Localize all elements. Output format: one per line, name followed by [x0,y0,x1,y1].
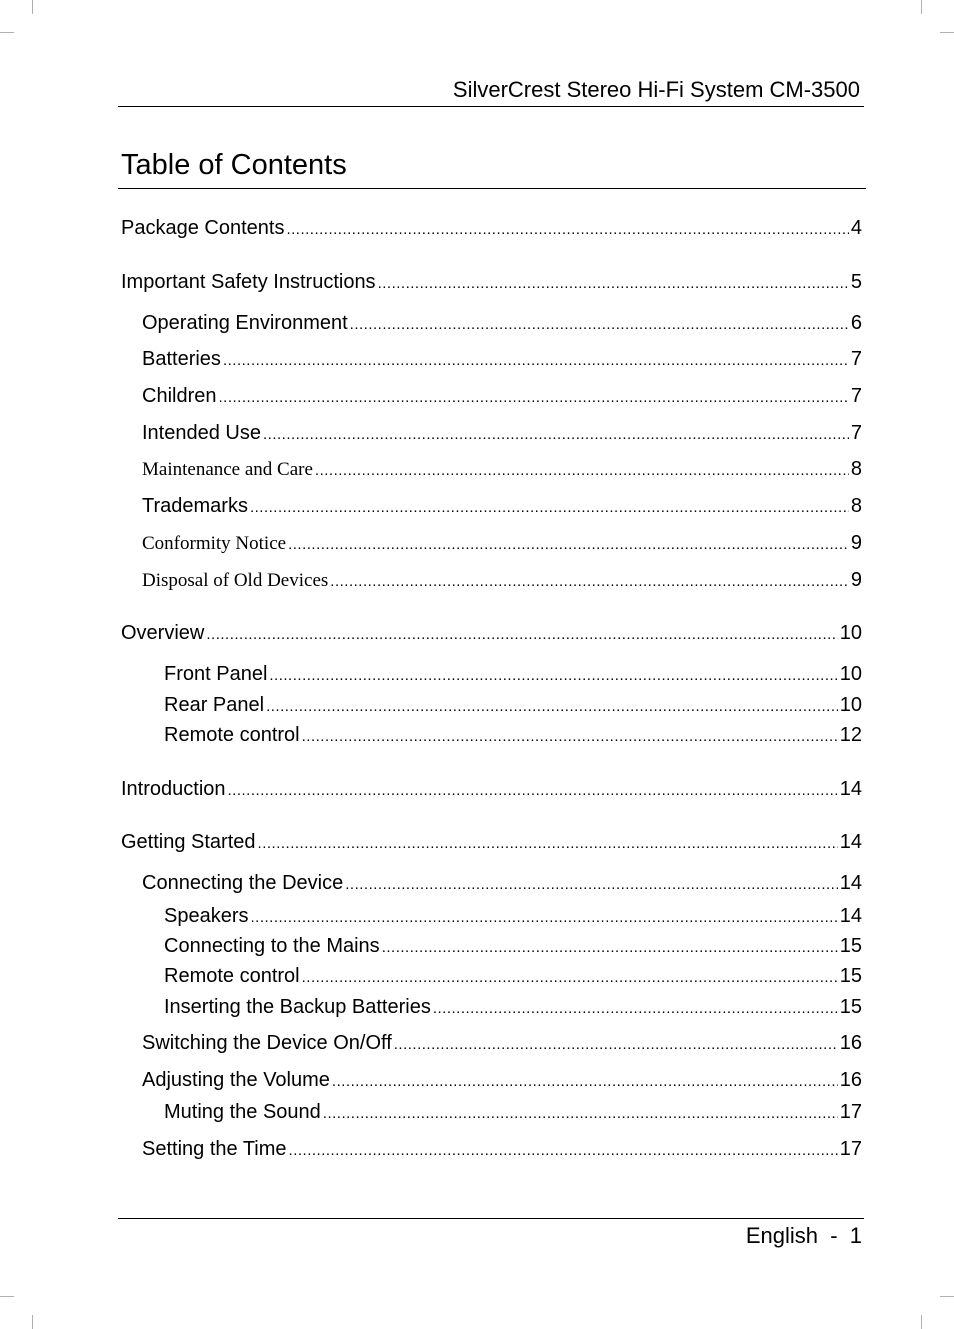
toc-entry[interactable] [121,621,862,647]
dot-leader [302,966,838,990]
toc-entry-label: Remote control [164,724,300,746]
toc-entry-page: 7 [850,422,862,444]
crop-mark [940,32,954,33]
toc-entry-label: Muting the Sound [164,1101,321,1123]
toc-entry-page: 8 [850,458,862,480]
toc-entry-page: 10 [839,663,862,685]
toc-entry-label: Adjusting the Volume [142,1069,330,1091]
toc-entry[interactable] [164,904,862,930]
dot-leader [332,1070,838,1094]
toc-entry-page: 16 [839,1069,862,1091]
toc-entry-label: Inserting the Backup Batteries [164,996,431,1018]
dot-leader [302,725,838,749]
toc-entry[interactable] [164,934,862,960]
toc-entry-label: Rear Panel [164,694,265,716]
dot-leader [250,496,849,520]
dot-leader [330,570,849,594]
toc-entry[interactable] [142,1068,862,1094]
dot-leader [289,1139,838,1163]
toc-entry-label: Introduction [121,778,226,800]
toc-entry-page: 14 [839,872,862,894]
toc-entry-label: Setting the Time [142,1138,287,1160]
toc-entry-label: Connecting to the Mains [164,935,380,957]
page-title: Table of Contents [121,149,347,181]
toc-entry[interactable] [142,347,862,373]
toc-entry-page: 6 [850,312,862,334]
heading-rule [118,188,866,189]
crop-mark [0,1296,14,1297]
dot-leader [258,832,838,856]
dot-leader [269,664,837,688]
dot-leader [288,533,849,557]
page-number: English - 1 [745,1223,862,1248]
dot-leader [394,1033,838,1057]
dot-leader [218,386,848,410]
toc-entry-label: Conformity Notice [142,533,287,554]
toc-entry-page: 9 [850,532,862,554]
dot-leader [433,997,838,1021]
toc-entry-page: 16 [839,1032,862,1054]
toc-entry[interactable] [142,421,862,447]
crop-mark [921,0,922,14]
crop-mark [32,1315,33,1329]
toc-entry[interactable] [142,494,862,520]
toc-entry-label: Children [142,385,217,407]
toc-entry[interactable] [142,1031,862,1057]
crop-mark [940,1296,954,1297]
toc-entry-page: 10 [839,694,862,716]
toc-entry-label: Disposal of Old Devices [142,570,329,591]
toc-entry-label: Getting Started [121,831,256,853]
toc-entry[interactable] [121,270,862,296]
toc-entry-page: 15 [839,935,862,957]
toc-entry-page: 10 [839,622,862,644]
dot-leader [206,623,837,647]
toc-entry[interactable] [142,384,862,410]
toc-entry-label: Speakers [164,905,249,927]
toc-entry-page: 5 [850,271,862,293]
toc-entry-label: Overview [121,622,205,644]
toc-entry[interactable] [142,311,862,337]
toc-entry-label: Switching the Device On/Off [142,1032,392,1054]
dot-leader [315,459,849,483]
dot-leader [228,779,838,803]
header-rule [118,106,864,107]
crop-mark [0,32,14,33]
toc-entry-page: 12 [839,724,862,746]
toc-entry-label: Operating Environment [142,312,348,334]
toc-entry-page: 7 [850,348,862,370]
dot-leader [382,936,838,960]
dot-leader [286,218,848,242]
toc-entry[interactable] [164,1100,862,1126]
running-header: SilverCrest Stereo Hi-Fi System CM-3500 [452,77,860,102]
toc-entry-page: 17 [839,1101,862,1123]
toc-entry-page: 4 [850,217,862,239]
toc-entry-label: Batteries [142,348,221,370]
dot-leader [223,349,849,373]
toc-entry[interactable] [164,693,862,719]
dot-leader [266,695,838,719]
toc-entry-page: 14 [839,905,862,927]
toc-entry-page: 15 [839,996,862,1018]
toc-entry-label: Maintenance and Care [142,459,313,480]
footer-rule [118,1218,864,1219]
dot-leader [323,1102,838,1126]
toc-entry-label: Package Contents [121,217,285,239]
toc-entry-label: Remote control [164,965,300,987]
toc-entry-label: Front Panel [164,663,268,685]
toc-entry[interactable] [142,457,862,483]
toc-entry[interactable] [164,964,862,990]
toc-entry-page: 14 [839,831,862,853]
crop-mark [32,0,33,14]
dot-leader [378,272,849,296]
toc-entry[interactable] [121,777,862,803]
dot-leader [251,906,838,930]
toc-entry[interactable] [142,568,862,594]
dot-leader [350,313,849,337]
dot-leader [345,873,838,897]
toc-entry-label: Intended Use [142,422,261,444]
toc-entry[interactable] [121,216,862,242]
toc-entry-label: Important Safety Instructions [121,271,376,293]
toc-entry-page: 8 [850,495,862,517]
toc-entry[interactable] [164,995,862,1021]
toc-entry[interactable] [142,1137,862,1163]
toc-entry[interactable] [142,531,862,557]
crop-mark [921,1315,922,1329]
toc-entry-page: 17 [839,1138,862,1160]
toc-entry-page: 14 [839,778,862,800]
toc-entry-page: 15 [839,965,862,987]
toc-entry[interactable] [142,871,862,897]
toc-entry-page: 9 [850,569,862,591]
toc-entry-label: Connecting the Device [142,872,344,894]
toc-entry-page: 7 [850,385,862,407]
toc-entry[interactable] [164,723,862,749]
toc-entry-label: Trademarks [142,495,248,517]
dot-leader [263,423,849,447]
toc-entry[interactable] [121,830,862,856]
toc-entry[interactable] [164,662,862,688]
